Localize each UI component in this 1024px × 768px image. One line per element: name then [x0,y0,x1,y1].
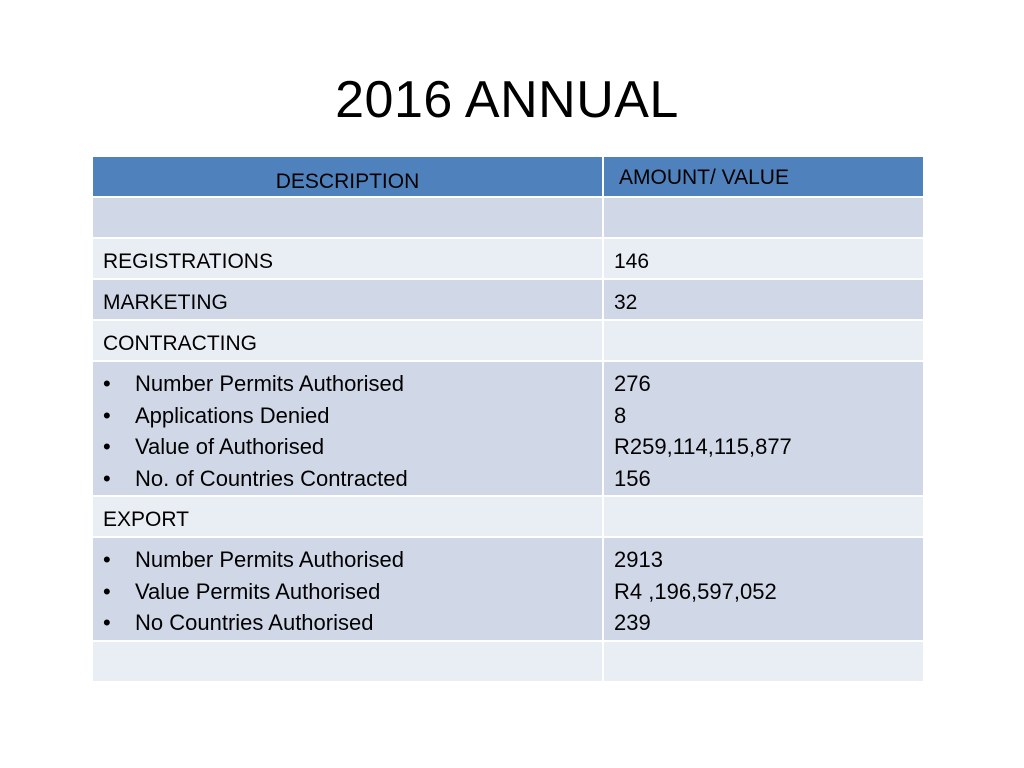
contracting-items-list [103,368,592,494]
table-row-contracting-details [93,362,923,497]
table-row-empty-bottom [93,642,923,683]
empty-cell [93,642,604,683]
list-item [103,463,592,495]
contracting-item-label: Number Permits Authorised [135,371,404,396]
contracting-value: 156 [614,465,651,491]
list-item [103,400,592,432]
export-label: EXPORT [93,497,604,538]
export-item-label: Value Permits Authorised [135,578,381,604]
export-item-label: No Countries Authorised [135,610,374,635]
table-row-empty-top [93,198,923,239]
table-header-row [93,157,923,198]
contracting-values-list [614,368,913,494]
list-item [103,368,592,400]
table-row-marketing [93,280,923,321]
export-values-list [614,544,913,639]
bullet: • [103,402,111,428]
contracting-item-label: No. of Countries Contracted [135,465,408,491]
export-item-label: Number Permits Authorised [135,547,404,572]
contracting-item-label: Value of Authorised [135,434,325,459]
table-row-contracting [93,321,923,362]
marketing-label: MARKETING [93,280,604,321]
bullet: • [103,578,111,604]
bullet: • [103,547,111,572]
empty-cell [93,198,604,239]
header-description: DESCRIPTION [93,157,604,198]
contracting-items-cell [93,362,604,497]
export-values-cell [604,538,923,642]
table-row-export-details [93,538,923,642]
empty-cell [604,497,923,538]
contracting-item-label: Applications Denied [135,402,330,428]
registrations-value: 146 [604,239,923,280]
table-row-registrations [93,239,923,280]
marketing-value: 32 [604,280,923,321]
list-item [103,576,592,608]
header-amount-value: AMOUNT/ VALUE [604,157,923,198]
list-item [103,544,592,576]
contracting-values-cell [604,362,923,497]
export-value: R4 ,196,597,052 [614,578,777,604]
registrations-label: REGISTRATIONS [93,239,604,280]
contracting-value: R259,114,115,877 [614,434,792,459]
bullet: • [103,465,111,491]
bullet: • [103,434,111,459]
empty-cell [604,198,923,239]
contracting-label: CONTRACTING [93,321,604,362]
list-item [103,431,592,463]
contracting-value: 276 [614,371,651,396]
contracting-value: 8 [614,402,627,428]
empty-cell [604,642,923,683]
page-title: 2016 ANNUAL [335,71,679,129]
bullet: • [103,371,111,396]
empty-cell [604,321,923,362]
export-value: 239 [614,610,651,635]
annual-summary-table [93,157,923,683]
export-items-cell [93,538,604,642]
table-row-export [93,497,923,538]
bullet: • [103,610,111,635]
export-items-list [103,544,592,639]
export-value: 2913 [614,547,663,572]
list-item [103,607,592,639]
